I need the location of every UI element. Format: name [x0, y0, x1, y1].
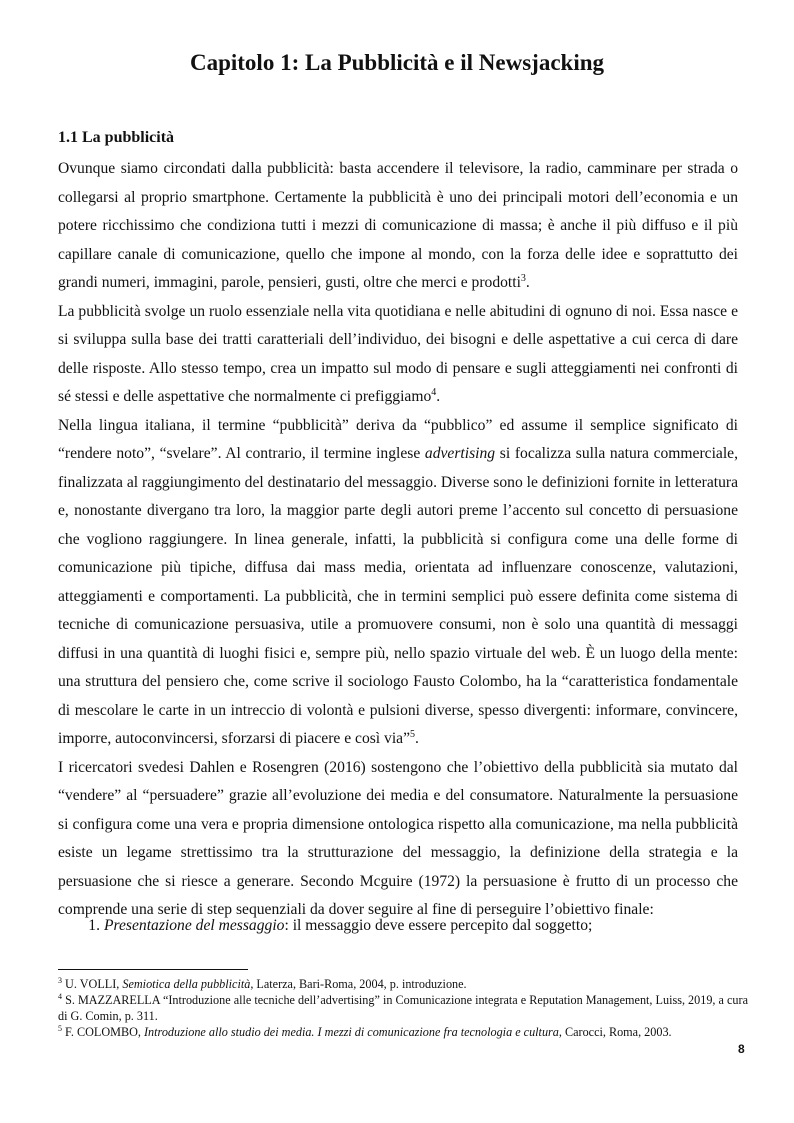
chapter-title: Capitolo 1: La Pubblicità e il Newsjacking	[189, 50, 604, 75]
footnote: $^5$ F. COLOMBO, Introduzione allo studio dei media. I mezzi di comunicazione fra tecnologia e cultura, Carocci, Roma, 2003.	[58, 1023, 672, 1039]
footnote-separator	[58, 969, 248, 970]
paragraph-3: Nella lingua italiana, il termine “pubblicità” deriva da “pubblico” ed assume il semplice significato di “rendere noto”, “svelare”. Al contrario, il termine inglese advertising si focalizza sulla natura commerciale, finalizzata al raggiungimento del destinatario del messaggio. Diverse sono le definizioni fornite in letteratura e, nonostante divergano tra loro, la maggior parte degli autori preme l’accento sul concetto di persuasione che vogliono raggiungere. In linea generale, infatti, la pubblicità si configura come una delle forme di comunicazione più tipiche, diffusa dai mass media, orientata ad influenzare conoscenze, valutazioni, atteggiamenti e comportamenti. La pubblicità, che in termini semplici può essere definita come sistema di tecniche di comunicazione persuasiva, utile a promuovere consumi, non è solo una quantità di messaggi diffusi in una quantità di luoghi fisici e, sempre più, nello spazio virtuale del web. È un luogo della mente: una struttura del pensiero che, come scrive il sociologo Fausto Colombo, ha la “caratteristica fondamentale di mescolare le carte in un intreccio di volontà e pulsioni diverse, spesso divergenti: informare, convincere, imporre, autoconvincersi, sforzarsi di piacere e così via”$^5$.	[58, 416, 738, 747]
paragraph-4: I ricercatori svedesi Dahlen e Rosengren (2016) sostengono che l’obiettivo della pubblicità sia mutato dal “vendere” al “persuadere” grazie all’evoluzione dei media e del consumatore. Naturalmente la persuasione si configura come una vera e propria dimensione ontologica rispetto alla comunicazione, ma nella pubblicità esiste un legame strettissimo tra la strutturazione del messaggio, la definizione della strategia e la persuasione che si riesce a generare. Secondo Mcguire (1972) la persuasione è frutto di un processo che comprende una serie di step sequenziali da dover seguire al fine di perseguire l’obiettivo finale:	[58, 758, 738, 918]
list-item-term: Presentazione del messaggio	[104, 917, 285, 934]
footnote-ref[interactable]: 5	[410, 728, 416, 740]
footnote: $^4$ S. MAZZARELLA “Introduzione alle tecniche dell’advertising” in Comunicazione integrata e Reputation Management, Luiss, 2019, a cura di G. Comin, p. 311.	[58, 991, 748, 1023]
footnote-ref[interactable]: 3	[520, 272, 526, 284]
paragraph-2: La pubblicità svolge un ruolo essenziale nella vita quotidiana e nelle abitudini di ognuno di noi. Essa nasce e si sviluppa sulla base dei tratti caratteriali dell’individuo, dei bisogni e delle aspettative a cui cerca di dare delle risposte. Allo stesso tempo, crea un impatto sul modo di pensare e sugli atteggiamenti nei confronti di sé stessi e delle aspettative che normalmente ci prefiggiamo$^4$.	[58, 302, 738, 405]
body-text	[58, 155, 738, 925]
numbered-list	[58, 912, 738, 940]
list-item	[58, 912, 738, 940]
paragraph-1: Ovunque siamo circondati dalla pubblicità: basta accendere il televisore, la radio, camminare per strada o collegarsi al proprio smartphone. Certamente la pubblicità è uno dei principali motori dell’economia e un potere ricchissimo che condiziona tutti i mezzi di comunicazione di massa; è anche il più diffuso e il più capillare canale di comunicazione, quello che impone al mondo, con la forza delle idee e soprattutto dei grandi numeri, immagini, parole, pensieri, gusti, oltre che merci e prodotti$^3$.	[58, 160, 738, 291]
footnotes	[58, 976, 748, 1040]
page-number: 8	[738, 1042, 745, 1056]
italic-term: advertising	[424, 445, 496, 462]
section-heading: 1.1 La pubblicità	[58, 129, 175, 146]
list-item-text: : il messaggio deve essere percepito dal soggetto;	[284, 917, 593, 934]
list-number: 1.	[88, 917, 100, 934]
footnote-ref[interactable]: 4	[431, 386, 437, 398]
footnote: $^3$ U. VOLLI, Semiotica della pubblicità, Laterza, Bari-Roma, 2004, p. introduzione.	[58, 975, 467, 991]
